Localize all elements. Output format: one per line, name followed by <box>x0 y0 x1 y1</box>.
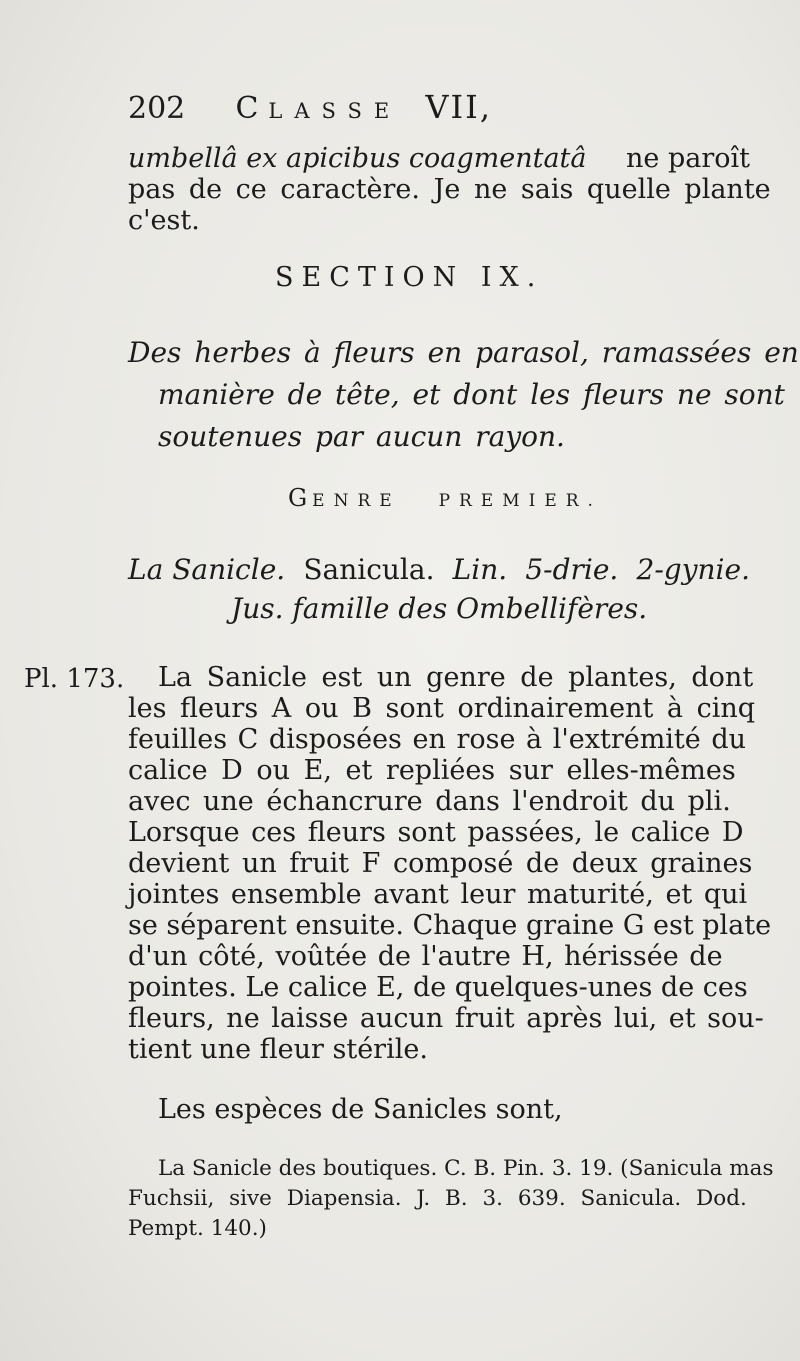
plate-reference: Pl. 173. <box>24 664 125 694</box>
species-entry-line: Fuchsii, sive Diapensia. J. B. 3. 639. Sanicula. Dod. <box>128 1186 747 1211</box>
species-intro: Les espèces de Sanicles sont, <box>158 1094 563 1125</box>
opening-line-1: umbellâ ex apicibus coagmentatâ ne paroît <box>128 143 750 174</box>
running-header <box>128 88 608 126</box>
description-line: devient un fruit F composé de deux graines <box>128 848 753 879</box>
description-line: jointes ensemble avant leur maturité, et qui <box>128 879 748 910</box>
section-title-line-1: Des herbes à fleurs en parasol, ramassées en <box>128 336 799 369</box>
description-line: se séparent ensuite. Chaque graine G est plate <box>128 910 772 941</box>
class-number: VII, <box>425 88 492 126</box>
description-line: avec une échancrure dans l'endroit du pli. <box>128 786 731 817</box>
species-entry-line: Pempt. 140.) <box>128 1216 267 1241</box>
class-label: CLASSE <box>235 91 402 126</box>
opening-line-3: c'est. <box>128 205 200 236</box>
section-heading: SECTION IX. <box>275 262 544 293</box>
description-line: pointes. Le calice E, de quelques-unes de ces <box>128 972 748 1003</box>
description-line: calice D ou E, et repliées sur elles-mêmes <box>128 755 736 786</box>
description-line: feuilles C disposées en rose à l'extrémité du <box>128 724 747 755</box>
description-line: fleurs, ne laisse aucun fruit après lui, et sou- <box>128 1003 764 1034</box>
genus-line-1: La Sanicle. Sanicula. Lin. 5-drie. 2-gynie. <box>128 553 750 586</box>
section-title-line-3: soutenues par aucun rayon. <box>158 420 565 453</box>
section-title-line-2: manière de tête, et dont les fleurs ne sont <box>158 378 785 411</box>
genre-heading: GENRE PREMIER. <box>288 484 602 512</box>
description-line: La Sanicle est un genre de plantes, dont <box>158 662 754 693</box>
page-number: 202 <box>128 91 186 126</box>
description-line: Lorsque ces fleurs sont passées, le calice D <box>128 817 744 848</box>
species-entry-line: La Sanicle des boutiques. C. B. Pin. 3. 19. (Sanicula mas <box>158 1156 774 1181</box>
description-line: les fleurs A ou B sont ordinairement à cinq <box>128 693 756 724</box>
opening-line-2: pas de ce caractère. Je ne sais quelle plante <box>128 174 771 205</box>
description-line: d'un côté, voûtée de l'autre H, hérissée de <box>128 941 723 972</box>
genus-line-2: Jus. famille des Ombellifères. <box>231 592 648 625</box>
description-line: tient une fleur stérile. <box>128 1034 428 1065</box>
